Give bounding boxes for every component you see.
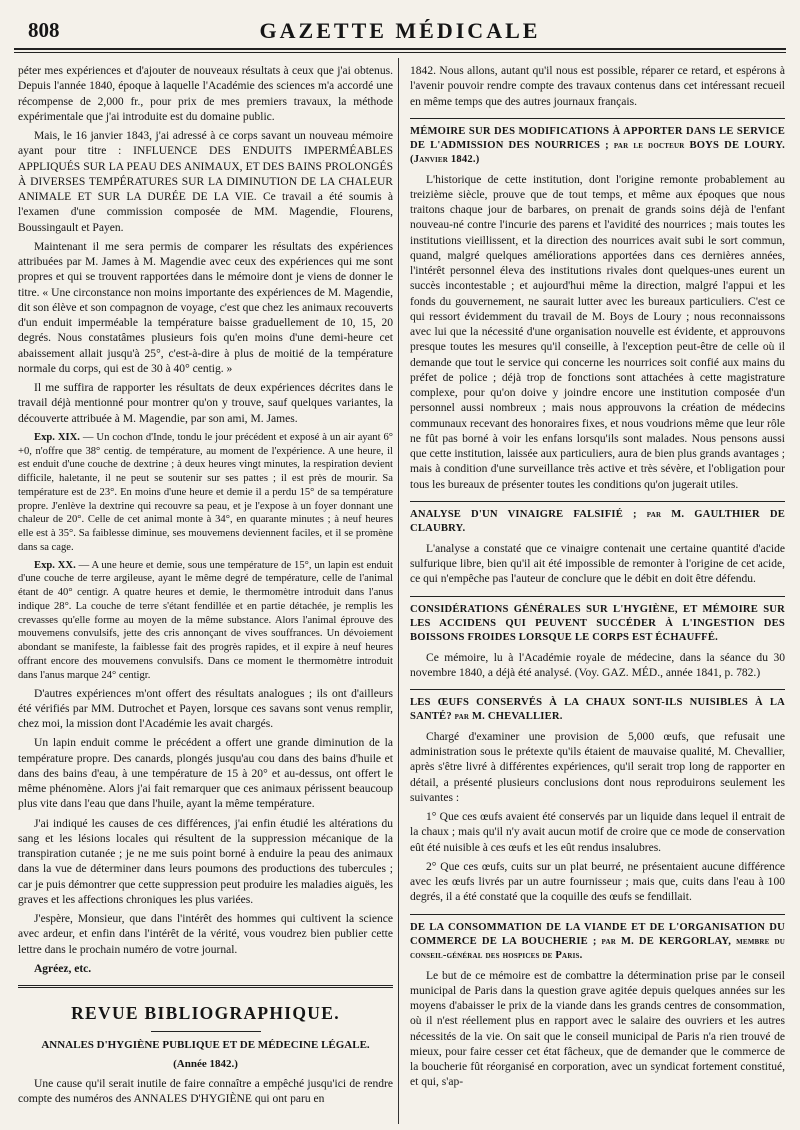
column-divider	[398, 58, 399, 1124]
paragraph: L'analyse a constaté que ce vinaigre contenait une certaine quantité d'acide sulfurique libre, bien qu'il ait été impossible de remonter à l'origine de cet acide, ce qui n'empêche pas l'auteur de conclure que le débit en doit être défendu.	[410, 542, 785, 586]
paragraph: L'historique de cette institution, dont l'origine remonte probablement au treizième siècle, prouve que de tout temps, et même aux époques que nous traitons chaque jour de barbares, on prenait de grands soins déjà de l'enfant nouveau-né contre l'incurie des parens et l'avidité des nourrices ; mais toutes les institutions vieillissent, et la direction des nourrices avait subi le sort commun, quand, malgré quelques améliorations apportées dans ces dernières années, l'intérêt personnel éleva des institutions rivales dont quelques-unes eurent un succès incontestable ; et aujourd'hui même la direction, malgré l'appui et les fonds du gouvernement, ne saurait lutter avec les bureaux particuliers. C'est ce qui ressort évidemment du travail de M. Boys de Loury ; nous reconnaissons avec lui que la nécessité d'une organisation nouvelle est évidente, et approuvons presque toutes les mesures qu'il conseille, à l'exception peut-être de celle où il demande que tout le service qui concerne les nourrices soit confié aux mains du préfet de police ; déjà trop de fonctions sont attachées à cette magistrature complexe, pour qu'on doive y joindre encore une institution composée d'un personnel aussi nombreux ; mais nous approuvons la création de médecins communaux recevant des honoraires fixes, et nous voudrions même que leur rôle ne fût pas borné à voir les enfans lorsqu'ils sont malades. Nous pensons aussi que cette institution, laissée aux particuliers, aura de bien plus grands avantages ; mais à condition d'une surveillance très active et très sévère, et l'obligation pour tous les bureaux de présenter toutes les conditions qu'on jugerait utiles.	[410, 173, 785, 491]
divider	[410, 914, 785, 915]
experiment-text: — A une heure et demie, sous une température de 15°, un lapin est enduit d'une couche de terre argileuse, ayant le même degré de température, celle de l'animal étant de 40° centigr. A quatre heures et demie, le thermomètre introduit dans l'anus indique 28°. La couche de terre s'étant fendillée et en partie détachée, je remplis les crevasses qu'elle forme au moyen de la même substance. Alors l'animal éprouve des mouvemens convulsifs, jette des cris annonçant de vives souffrances. Un dévoiement abondant se manifeste, la faiblesse fait des progrès rapides, et il expire à neuf heures offrant encore des mouvemens convulsifs. Dans ce moment le thermomètre introduit dans l'anus marque 24° centigr.	[18, 559, 393, 681]
paragraph: 1842. Nous allons, autant qu'il nous est possible, réparer ce retard, et espérons à l'avenir pouvoir rendre compte des travaux contenus dans cet intéressant recueil en même temps que des autres journaux français.	[410, 65, 785, 108]
paragraph: J'ai indiqué les causes de ces différences, j'ai enfin étudié les altérations du sang et les lésions locales qui résultent de la suppression mécanique de la transpiration cutanée ; je ne me suis point borné à enduire la peau des animaux dans la vue de déterminer dans leurs poumons des productions des tubercules ; car je puis démontrer que cette suppression peut produire les maladies aiguës, les graves et les affections chroniques les plus variées.	[18, 817, 393, 906]
paragraph: J'espère, Monsieur, que dans l'intérêt des hommes qui cultivent la science avec ardeur, et enfin dans l'intérêt de la vérité, vous voudrez bien publier cette lettre dans le prochain numéro de votre journal.	[18, 913, 393, 956]
experiment-text: — Un cochon d'Inde, tondu le jour précédent et exposé à un air ayant 6°+0, n'offre que 38° centig. de température, au moment de l'expérience. A une heure, il est enduit d'une couche de dextrine ; à deux heures vingt minutes, la respiration devient difficile, haletante, il ne peut se soutenir sur ses pattes ; il est près de mourir. Sa température est de 23°. En moins d'une heure et demie il a perdu 15° de sa température propre. J'enlève la dextrine qui recouvre sa peau, et je l'expose à un foyer donnant une chaleur de 20°. Celle de cet animal monte à 34°, en quarante minutes ; à neuf heures elle est à 35°. Sa faiblesse diminue, ses mouvemens deviennent faciles, et il se promène dans sa cage.	[18, 431, 393, 553]
experiment-19	[18, 431, 393, 555]
page-header	[14, 18, 786, 50]
article-heading: DE LA CONSOMMATION DE LA VIANDE ET DE L'ORGANISATION DU COMMERCE DE LA BOUCHERIE ; par M. DE KERGORLAY, membre du conseil-général des hospices de Paris.	[410, 921, 785, 961]
paragraph: Chargé d'examiner une provision de 5,000 œufs, que refusait une administration sous le prétexte qu'ils étaient de mauvaise qualité, M. Chevallier, après s'être livré à différentes expériences, qu'il serait trop long de rapporter en détail, a présenté plusieurs conclusions dont nous reproduirons seulement les suivantes :	[410, 730, 785, 804]
review-title: ANNALES D'HYGIÈNE PUBLIQUE ET DE MÉDECINE LÉGALE.	[41, 1039, 370, 1052]
paragraph: Mais, le 16 janvier 1843, j'ai adressé à ce corps savant un nouveau mémoire ayant pour titre : INFLUENCE DES ENDUITS IMPERMÉABLES APPLIQUÉS SUR LA PEAU DES ANIMAUX, ET DES BAINS PROLONGÉS À DIVERSES TEMPÉRATURES SUR LA DIMINUTION DE LA CHALEUR ANIMALE ET SUR LA DURÉE DE LA VIE. Ce travail a été soumis à l'examen d'une commission composée de MM. Magendie, Flourens, Boussingault et Payen.	[18, 130, 393, 234]
paragraph: Le but de ce mémoire est de combattre la détermination prise par le conseil municipal de Paris dans la question grave agitée depuis quelques années sur les moyens d'abaisser le prix de la viande dans les grands centres de consommation, où il n'est réellement plus en rapport avec le salaire des ouvriers et les autres nécessités de la vie. On sait que le conseil municipal de Paris n'a rien trouvé de mieux, pour faire cesser cet état fâcheux, que de demander que le commerce de la boucherie fût réorganisé en corporation, avec un syndicat fortement constitué, et qui, s'ap-	[410, 969, 785, 1089]
review-year: (Année 1842.)	[173, 1057, 238, 1070]
divider	[410, 501, 785, 502]
paragraph: Maintenant il me sera permis de comparer les résultats des expériences attribuées par M. James à M. Magendie avec ceux des expériences qui me sont propres et qui se trouvent rapportées dans le mémoire dont je viens de donner le titre. « Une circonstance non moins importante des expériences de M. Magendie, dit son élève et son compagnon de voyage, c'est que chez les animaux recouverts d'un enduit imperméable la température baisse graduellement de 10, 15, 20 degrés. Nous constatâmes plusieurs fois qu'en moins d'une demi-heure cet abaissement allait jusqu'à 25°, c'est-à-dire à plus de moitié de la température normale du corps, qui est de 30 à 40° centig. »	[18, 240, 393, 375]
divider	[410, 118, 785, 119]
page-number: 808	[28, 18, 60, 42]
paragraph: 1° Que ces œufs avaient été conservés par un liquide dans lequel il entrait de la chaux ; mais qu'il n'y avait aucun motif de croire que ce mode de conservation eût été nuisible à ces œufs et les eût rendus insalubres.	[410, 811, 785, 854]
paragraph: Il me suffira de rapporter les résultats de deux expériences décrites dans le travail déjà mentionné pour montrer qu'on y trouve, sauf quelques variantes, la découverte attribuée à M. Magendie, par son ami, M. James.	[18, 382, 393, 425]
left-column	[18, 64, 393, 1122]
experiment-label: Exp. XX.	[34, 559, 76, 571]
article-heading: ANALYSE D'UN VINAIGRE FALSIFIÉ ; par M. GAULTHIER DE CLAUBRY.	[410, 508, 785, 534]
header-rule	[14, 52, 786, 53]
signoff: Agréez, etc.	[34, 962, 92, 975]
experiment-label: Exp. XIX.	[34, 431, 80, 443]
paragraph: Une cause qu'il serait inutile de faire connaître a empêché jusqu'ici de rendre compte des numéros des ANNALES D'HYGIÈNE qui ont paru en	[18, 1078, 393, 1106]
divider	[410, 596, 785, 597]
journal-title: GAZETTE MÉDICALE	[259, 18, 541, 43]
section-divider	[18, 985, 393, 988]
divider	[151, 1031, 261, 1032]
paragraph: Ce mémoire, lu à l'Académie royale de médecine, dans la séance du 30 novembre 1840, a déjà été analysé. (Voy. GAZ. MÉD., année 1841, p. 782.)	[410, 651, 785, 679]
divider	[410, 689, 785, 690]
section-title: REVUE BIBLIOGRAPHIQUE.	[71, 1002, 340, 1023]
article-heading: MÉMOIRE SUR DES MODIFICATIONS À APPORTER DANS LE SERVICE DE L'ADMISSION DES NOURRICES ; par le docteur BOYS DE LOURY. (Janvier 1842.)	[410, 125, 785, 165]
experiment-20	[18, 559, 393, 683]
right-column	[410, 64, 785, 1122]
paragraph: D'autres expériences m'ont offert des résultats analogues ; ils ont d'ailleurs été vérifiés par MM. Dutrochet et Payen, lorsque ces savans sont venus remplir, chez moi, la mission dont l'Académie les avait chargés.	[18, 687, 393, 731]
article-heading: CONSIDÉRATIONS GÉNÉRALES SUR L'HYGIÈNE, ET MÉMOIRE SUR LES ACCIDENS QUI PEUVENT SUCCÉDER À L'INGESTION DES BOISSONS FROIDES LORSQUE LE CORPS EST ÉCHAUFFÉ.	[410, 603, 785, 643]
article-heading: LES ŒUFS CONSERVÉS À LA CHAUX SONT-ILS NUISIBLES À LA SANTÉ? par M. CHEVALLIER.	[410, 697, 785, 722]
paragraph: péter mes expériences et d'ajouter de nouveaux résultats à ceux que j'ai obtenus. Depuis l'année 1840, époque à laquelle l'Académie des sciences m'a accordé une récompense de 2,000 fr., pour prix de mes premiers travaux, la méthode expérimentale que j'ai introduite est du domaine public.	[18, 65, 393, 123]
paragraph: Un lapin enduit comme le précédent a offert une grande diminution de la température propre. Des canards, plongés jusqu'au cou dans des bains d'huile et dans des bains d'eau, à une température de 15 à 20° et au-dessus, ont offert le même phénomène. Alors j'ai fait remarquer que ces animaux périssent beaucoup plus vite dans l'eau que dans l'huile, ayant la même température.	[18, 737, 393, 811]
paragraph: 2° Que ces œufs, cuits sur un plat beurré, ne présentaient aucune différence avec les œufs livrés par un autre fournisseur ; mais que, cuits dans l'eau à 100 degrés, il a été constaté que la coquille des œufs se fendillait.	[410, 860, 785, 904]
